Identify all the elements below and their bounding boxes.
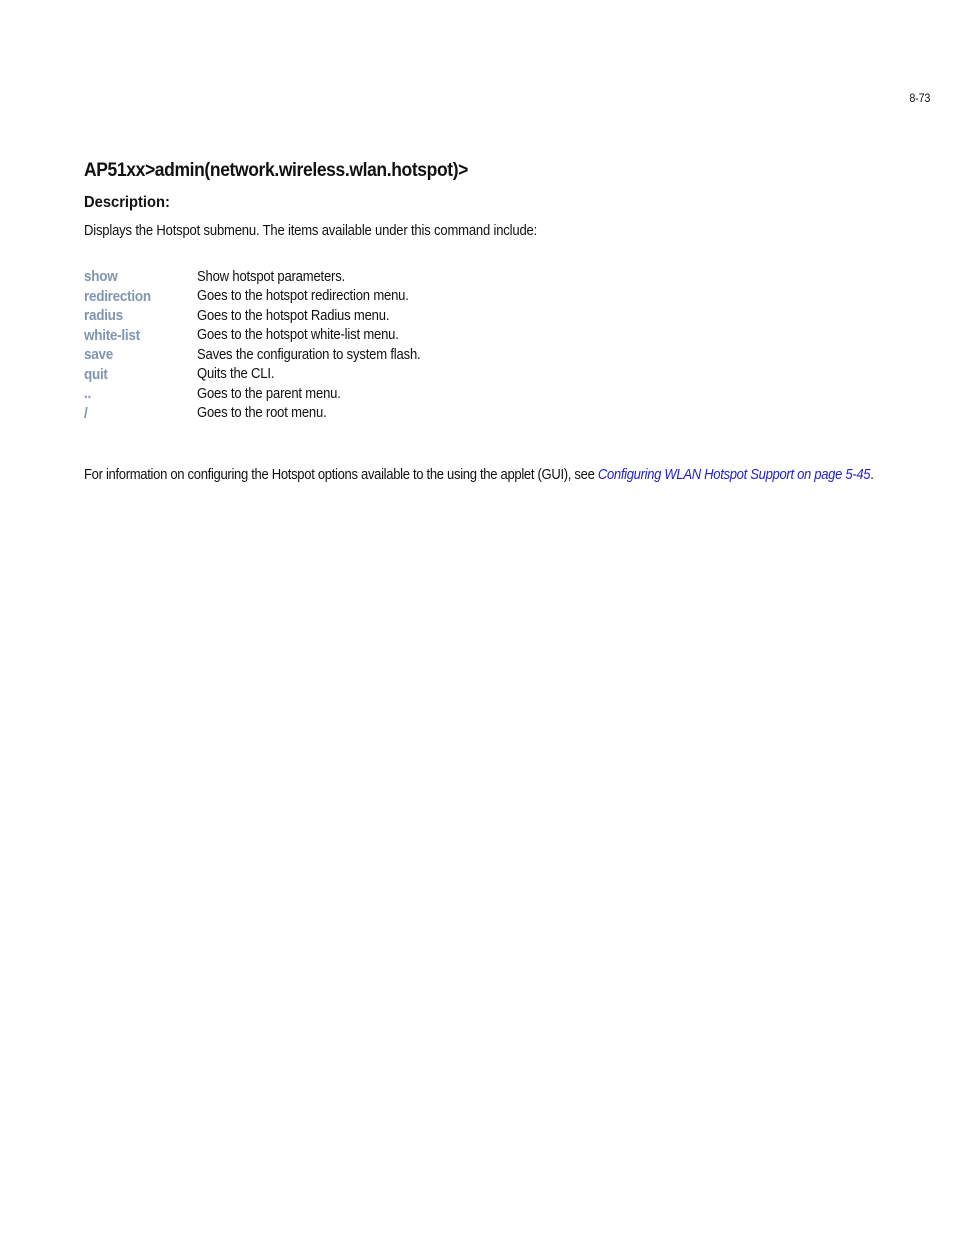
- description-text: Displays the Hotspot submenu. The items available under this command include:: [84, 223, 538, 239]
- command-description: Show hotspot parameters.: [197, 268, 346, 285]
- command-key: save: [84, 346, 113, 364]
- command-key: redirection: [84, 287, 151, 305]
- command-description: Goes to the hotspot redirection menu.: [197, 288, 409, 305]
- command-description: Saves the configuration to system flash.: [197, 346, 421, 363]
- command-item-redirection: [84, 287, 514, 307]
- command-description: Goes to the root menu.: [197, 405, 327, 422]
- command-item-root: [84, 404, 514, 424]
- command-list: [84, 267, 514, 423]
- page-number: 8-73: [909, 91, 930, 105]
- command-item-quit: [84, 365, 514, 385]
- command-heading: AP51xx>admin(network.wireless.wlan.hotspot)>: [84, 160, 469, 181]
- command-item-white-list: [84, 326, 514, 346]
- command-item-radius: [84, 306, 514, 326]
- command-key: white-list: [84, 326, 140, 344]
- info-paragraph: [84, 466, 903, 484]
- command-description: Quits the CLI.: [197, 366, 275, 383]
- command-key: radius: [84, 307, 123, 325]
- main-content: [84, 160, 914, 499]
- command-description: Goes to the hotspot Radius menu.: [197, 307, 390, 324]
- cross-reference-link[interactable]: Configuring WLAN Hotspot Support on page 5-45: [597, 467, 871, 483]
- command-item-show: [84, 267, 514, 287]
- command-item-parent: [84, 384, 514, 404]
- info-prefix: For information on configuring the Hotspot options available to the using the applet (GUI), see: [84, 467, 598, 483]
- info-suffix: .: [870, 467, 874, 483]
- command-key: show: [84, 268, 118, 286]
- description-heading: Description:: [84, 194, 170, 211]
- command-item-save: [84, 345, 514, 365]
- command-key: ..: [84, 385, 91, 403]
- command-description: Goes to the parent menu.: [197, 385, 341, 402]
- command-key: quit: [84, 365, 108, 383]
- command-key: /: [84, 404, 88, 422]
- command-description: Goes to the hotspot white-list menu.: [197, 327, 399, 344]
